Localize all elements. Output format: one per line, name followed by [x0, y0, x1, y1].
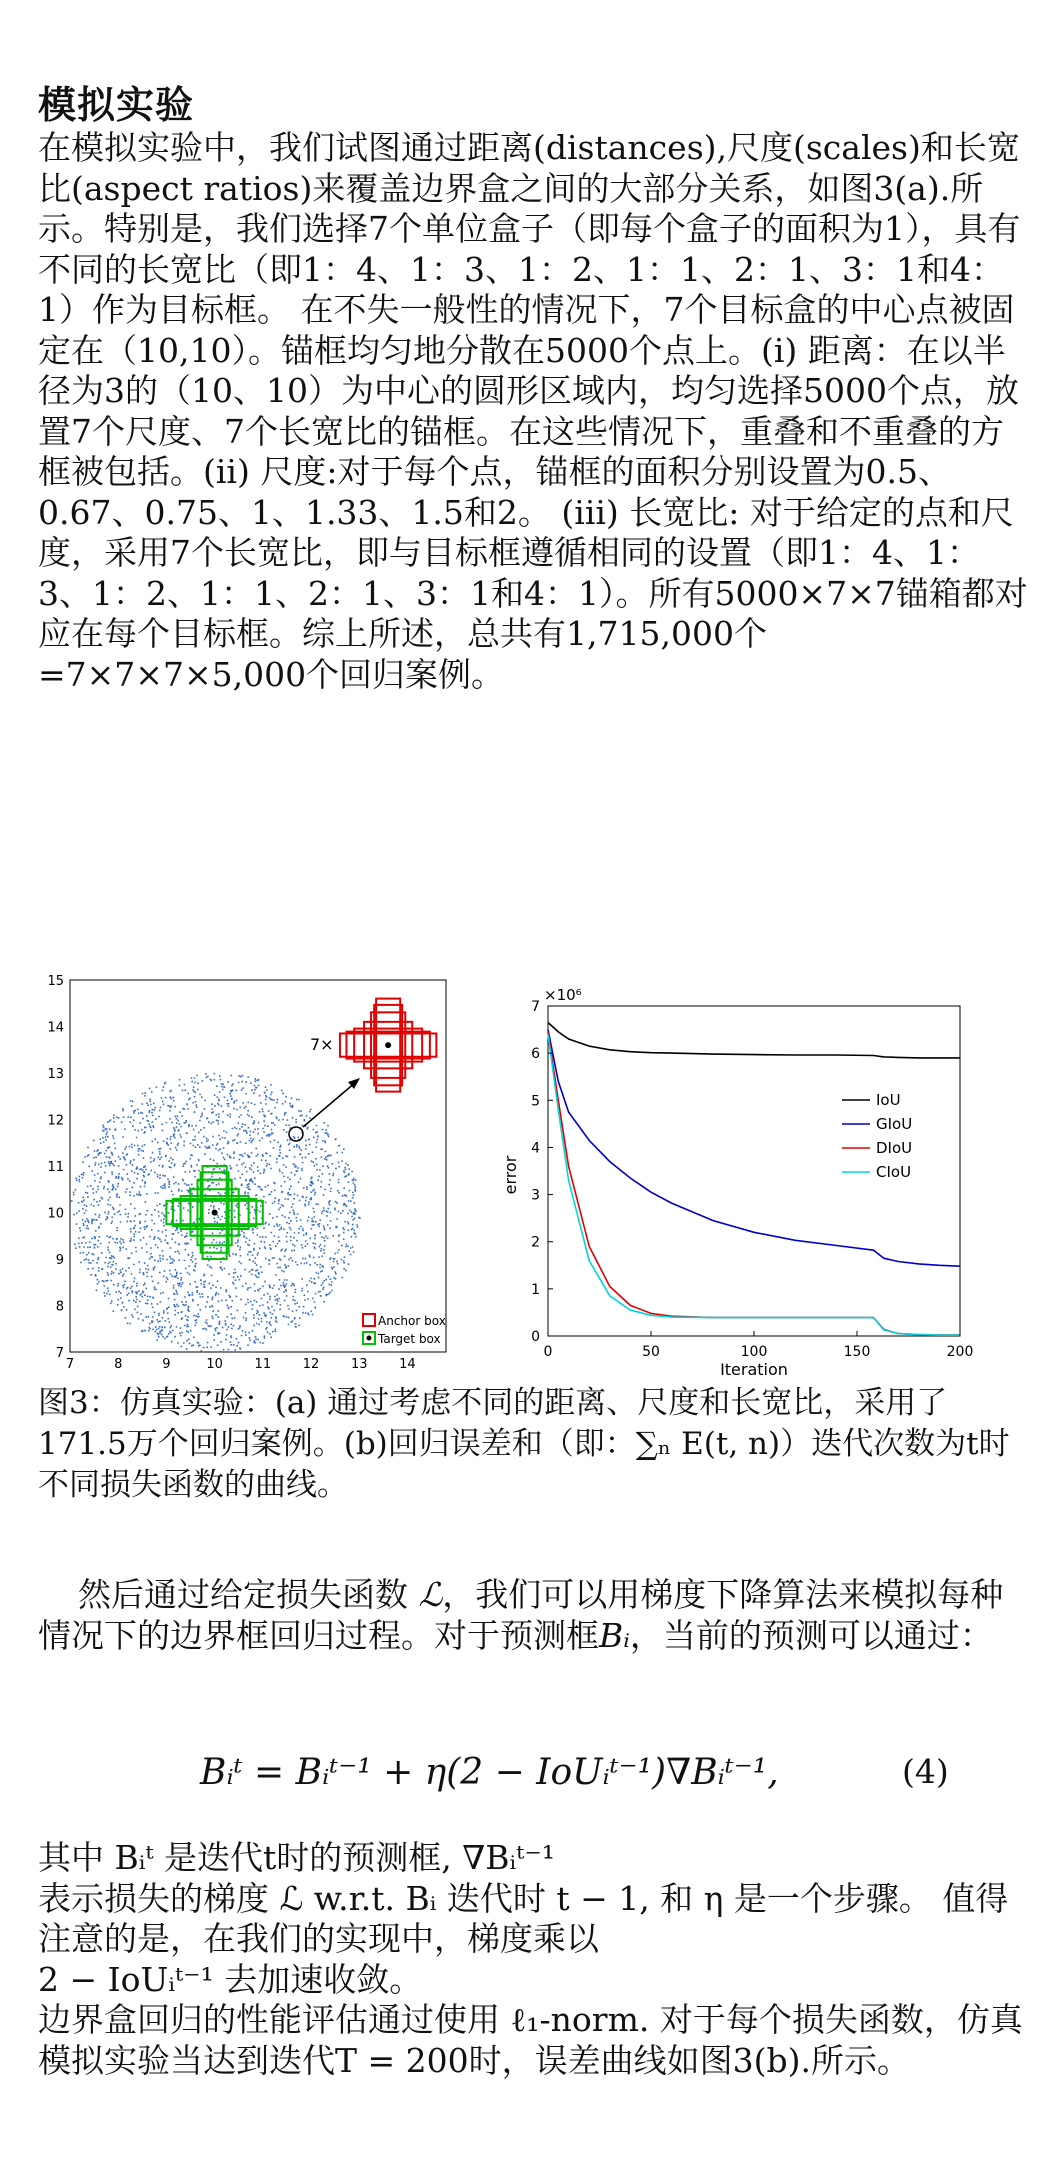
- section-title: 模拟实验: [38, 83, 195, 127]
- y-tick-6: 6: [531, 1046, 540, 1063]
- y-tick-7: 7: [531, 999, 540, 1015]
- y-tick-labels: [47, 974, 64, 1361]
- anchor-box-center: [385, 1042, 391, 1048]
- y-tick-14: 14: [47, 1020, 64, 1036]
- x-axis-label: Iteration: [720, 1360, 788, 1379]
- y-tick-13: 13: [47, 1067, 64, 1082]
- scatter-plot: [38, 970, 458, 1375]
- x-tick-labels: [66, 1357, 416, 1372]
- equation-number: (4): [902, 1752, 949, 1791]
- paragraph-3-line-2: 表示损失的梯度 ℒ w.r.t. Bᵢ 迭代时 t − 1, 和 η 是一个步骤。 值得注意的是，在我们的实现中，梯度乘以: [38, 1878, 1009, 1958]
- x-tick-100: 100: [740, 1344, 768, 1360]
- figure-3: [38, 970, 1028, 1385]
- paragraph-2-part-a: 然后通过给定损失函数: [78, 1575, 408, 1614]
- legend-target-dot: [367, 1336, 372, 1341]
- loss-symbol: ℒ: [418, 1575, 443, 1614]
- paragraph-1: 在模拟实验中，我们试图通过距离(distances),尺度(scales)和长宽比(aspect ratios)来覆盖边界盒之间的大部分关系，如图3(a).所示。特别是，我们选择7个单位盒子（即每个盒子的面积为1），具有不同的长宽比（即1：4、1：3、1：2、1：1、2：1、3：1和4：1）作为目标框。 在不失一般性的情况下，7个目标盒的中心点被固定在（10,10）。锚框均匀地分散在5000个点上。(i) 距离：在以半径为3的（10、10）为中心的圆形区域内，均匀选择5000个点，放置7个尺度、7个长宽比的锚框。在这些情况下，重叠和不重叠的方框被包括。(ii) 尺度:对于每个点，锚框的面积分别设置为0.5、0.67、0.75、1、1.33、1.5和2。 (iii) 长宽比: 对于给定的点和尺度，采用7个长宽比，即与目标框遵循相同的设置（即1：4、1：3、1：2、1：1、2：1、3：1和4：1）。所有5000×7×7锚箱都对应在每个目标框。综上所述，总共有1,715,000个=7×7×7×5,000个回归案例。: [38, 128, 1028, 694]
- x-tick-0: 0: [543, 1344, 553, 1360]
- legend-label-ciou: CIoU: [876, 1163, 912, 1181]
- paragraph-3-line-1: 其中 Bᵢᵗ 是迭代t时的预测框, ∇Bᵢᵗ⁻¹: [38, 1838, 555, 1877]
- error-chart: [478, 970, 988, 1385]
- y-axis-label: error: [501, 1155, 520, 1195]
- paragraph-3-line-4: 边界盒回归的性能评估通过使用 ℓ₁-norm. 对于每个损失函数，仿真模拟实验当达到迭代T = 200时，误差曲线如图3(b).所示。: [38, 2000, 1023, 2080]
- y-tick-9: 9: [55, 1253, 64, 1268]
- y-tick-10: 10: [47, 1206, 64, 1222]
- y-tick-5: 5: [531, 1093, 540, 1110]
- annotation-7x: 7×: [310, 1035, 334, 1054]
- paragraph-3: [38, 1838, 1028, 2081]
- y-tick-1: 1: [531, 1281, 540, 1298]
- y-tick-0: 0: [531, 1329, 540, 1345]
- x-tick-8: 8: [114, 1357, 123, 1372]
- y-tick-15: 15: [47, 974, 64, 989]
- x-tick-200: 200: [946, 1344, 974, 1360]
- y-tick-2: 2: [531, 1234, 540, 1251]
- y-tick-7: 7: [55, 1346, 64, 1361]
- y-tick-11: 11: [47, 1160, 64, 1175]
- x-tick-12: 12: [302, 1357, 320, 1372]
- x-tick-7: 7: [65, 1357, 75, 1372]
- legend-label-giou: GIoU: [876, 1115, 913, 1133]
- paragraph-3-line-3: 2 − IoUᵢᵗ⁻¹ 去加速收敛。: [38, 1959, 423, 1999]
- x-tick-50: 50: [642, 1344, 660, 1360]
- paragraph-2-part-b: ，我们可以用梯度下降算法来模拟每种情况下的边界框回归过程。对于预测框: [38, 1575, 1004, 1655]
- equation-4: Bᵢᵗ = Bᵢᵗ⁻¹ + η(2 − IoUᵢᵗ⁻¹)∇Bᵢᵗ⁻¹,: [200, 1752, 779, 1793]
- x-tick-11: 11: [254, 1357, 272, 1372]
- x-tick-150: 150: [843, 1344, 871, 1360]
- y-tick-12: 12: [47, 1113, 64, 1129]
- legend-target-label: Target box: [378, 1332, 441, 1346]
- pred-box-symbol: Bᵢ: [599, 1615, 630, 1655]
- y-tick-3: 3: [531, 1187, 540, 1204]
- target-box-center: [212, 1210, 218, 1216]
- legend-anchor-label: Anchor box: [378, 1314, 446, 1328]
- paragraph-2-part-c: ，当前的预测可以通过：: [629, 1615, 993, 1655]
- x-tick-9: 9: [162, 1357, 171, 1372]
- x-tick-10: 10: [206, 1357, 223, 1372]
- legend-label-iou: IoU: [876, 1091, 901, 1109]
- paragraph-2: [38, 1575, 1028, 1656]
- figure-caption: 图3：仿真实验：(a) 通过考虑不同的距离、尺度和长宽比，采用了171.5万个回归案例。(b)回归误差和（即：∑ₙ E(t, n)）迭代次数为t时不同损失函数的曲线。: [38, 1385, 1010, 1503]
- scatter-plot-area: [70, 980, 446, 1352]
- y-tick-4: 4: [531, 1140, 540, 1157]
- x-tick-13: 13: [350, 1357, 368, 1372]
- legend-label-diou: DIoU: [876, 1139, 913, 1157]
- exponent-label: ×10⁶: [544, 986, 582, 1004]
- x-tick-14: 14: [399, 1357, 416, 1372]
- y-tick-8: 8: [55, 1299, 64, 1315]
